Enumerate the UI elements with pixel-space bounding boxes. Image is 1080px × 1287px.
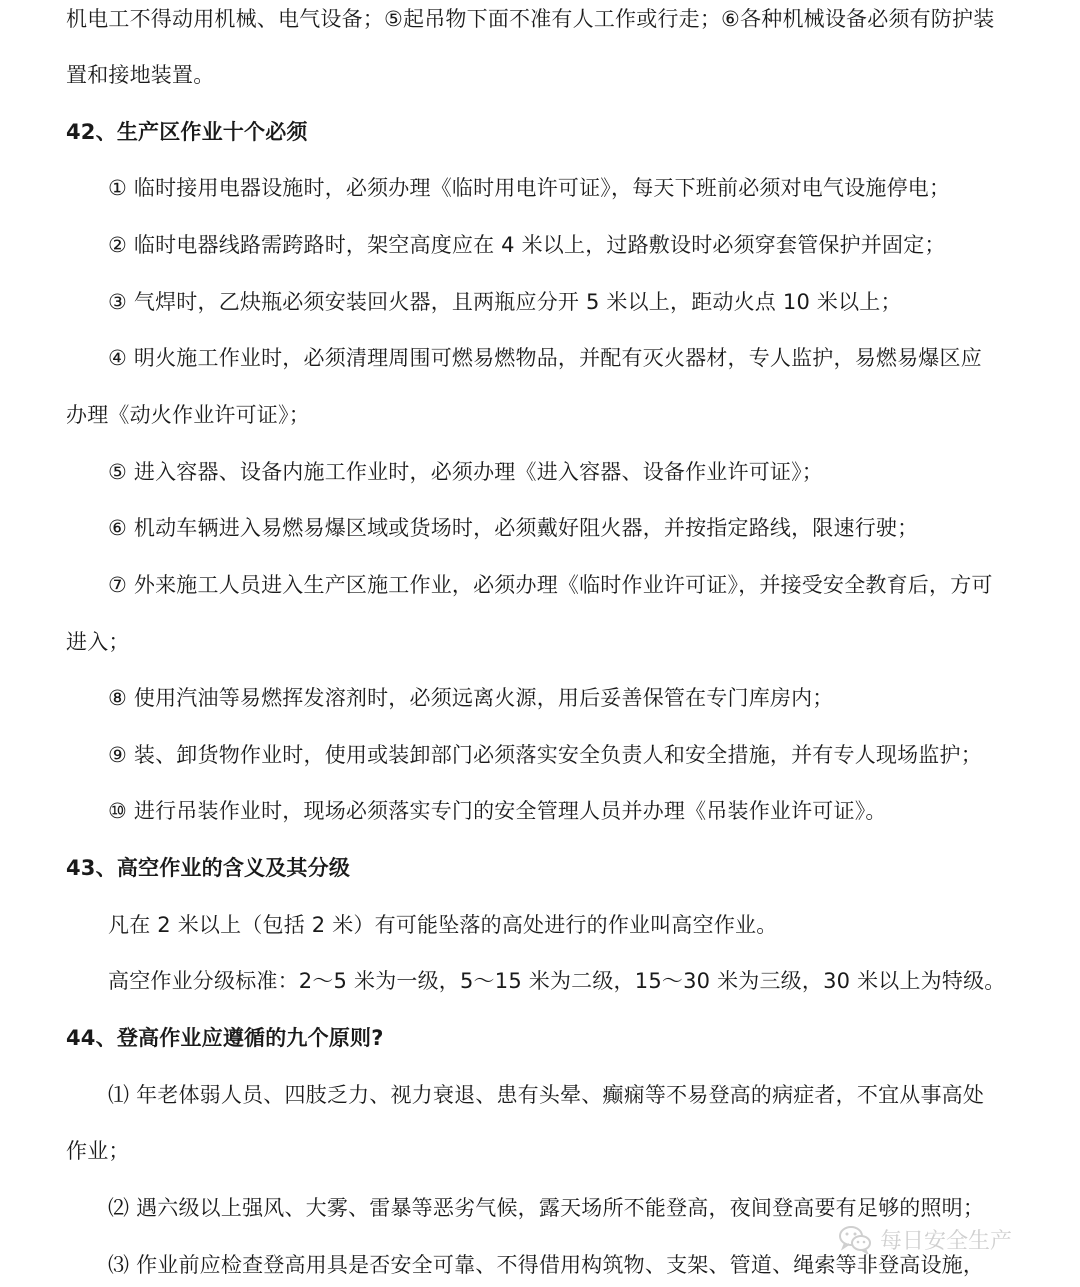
list-item: ⑥ 机动车辆进入易燃易爆区域或货场时，必须戴好阻火器，并按指定路线，限速行驶； <box>108 516 919 540</box>
list-item: ② 临时电器线路需跨路时，架空高度应在 4 米以上，过路敷设时必须穿套管保护并固定； <box>108 233 946 257</box>
section-heading-42: 42、生产区作业十个必须 <box>66 120 308 144</box>
list-item-continuation: 进入； <box>66 630 130 654</box>
paragraph: 凡在 2 米以上（包括 2 米）有可能坠落的高处进行的作业叫高空作业。 <box>108 913 778 937</box>
list-item-continuation: 办理《动火作业许可证》； <box>66 403 310 427</box>
list-item-continuation: 作业； <box>66 1139 130 1163</box>
list-item: ⑨ 装、卸货物作业时，使用或装卸部门必须落实安全负责人和安全措施，并有专人现场监护； <box>108 743 982 767</box>
section-heading-44: 44、登高作业应遵循的九个原则? <box>66 1026 384 1050</box>
list-item: ⑧ 使用汽油等易燃挥发溶剂时，必须远离火源，用后妥善保管在专门库房内； <box>108 686 834 710</box>
section-heading-43: 43、高空作业的含义及其分级 <box>66 856 351 880</box>
list-item: ① 临时接用电器设施时，必须办理《临时用电许可证》，每天下班前必须对电气设施停电； <box>108 176 951 200</box>
watermark-text: 每日安全生产 <box>880 1228 1013 1254</box>
watermark <box>838 1222 1012 1256</box>
list-item: ⑤ 进入容器、设备内施工作业时，必须办理《进入容器、设备作业许可证》； <box>108 460 823 484</box>
list-item: ⑩ 进行吊装作业时，现场必须落实专门的安全管理人员并办理《吊装作业许可证》。 <box>108 799 887 823</box>
list-item: ⑦ 外来施工人员进入生产区施工作业，必须办理《临时作业许可证》，并接受安全教育后，方可 <box>108 573 993 597</box>
list-item: ④ 明火施工作业时，必须清理周围可燃易燃物品，并配有灭火器材，专人监护，易燃易爆区应 <box>108 346 982 370</box>
list-item: ⑴ 年老体弱人员、四肢乏力、视力衰退、患有头晕、癫痫等不易登高的病症者，不宜从事高处 <box>108 1083 985 1107</box>
wechat-icon <box>838 1224 872 1254</box>
list-item: ③ 气焊时，乙炔瓶必须安装回火器，且两瓶应分开 5 米以上，距动火点 10 米以上； <box>108 290 902 314</box>
list-item: ⑶ 作业前应检查登高用具是否安全可靠、不得借用构筑物、支架、管道、绳索等非登高设施， <box>108 1253 985 1277</box>
body-text-line: 机电工不得动用机械、电气设备；⑤起吊物下面不准有人工作或行走；⑥各种机械设备必须有防护装 <box>66 7 995 31</box>
paragraph: 高空作业分级标准：2～5 米为一级，5～15 米为二级，15～30 米为三级，30 米以上为特级。 <box>108 969 1006 993</box>
body-text-line: 置和接地装置。 <box>66 63 215 87</box>
list-item: ⑵ 遇六级以上强风、大雾、雷暴等恶劣气候，露天场所不能登高，夜间登高要有足够的照明； <box>108 1196 985 1220</box>
